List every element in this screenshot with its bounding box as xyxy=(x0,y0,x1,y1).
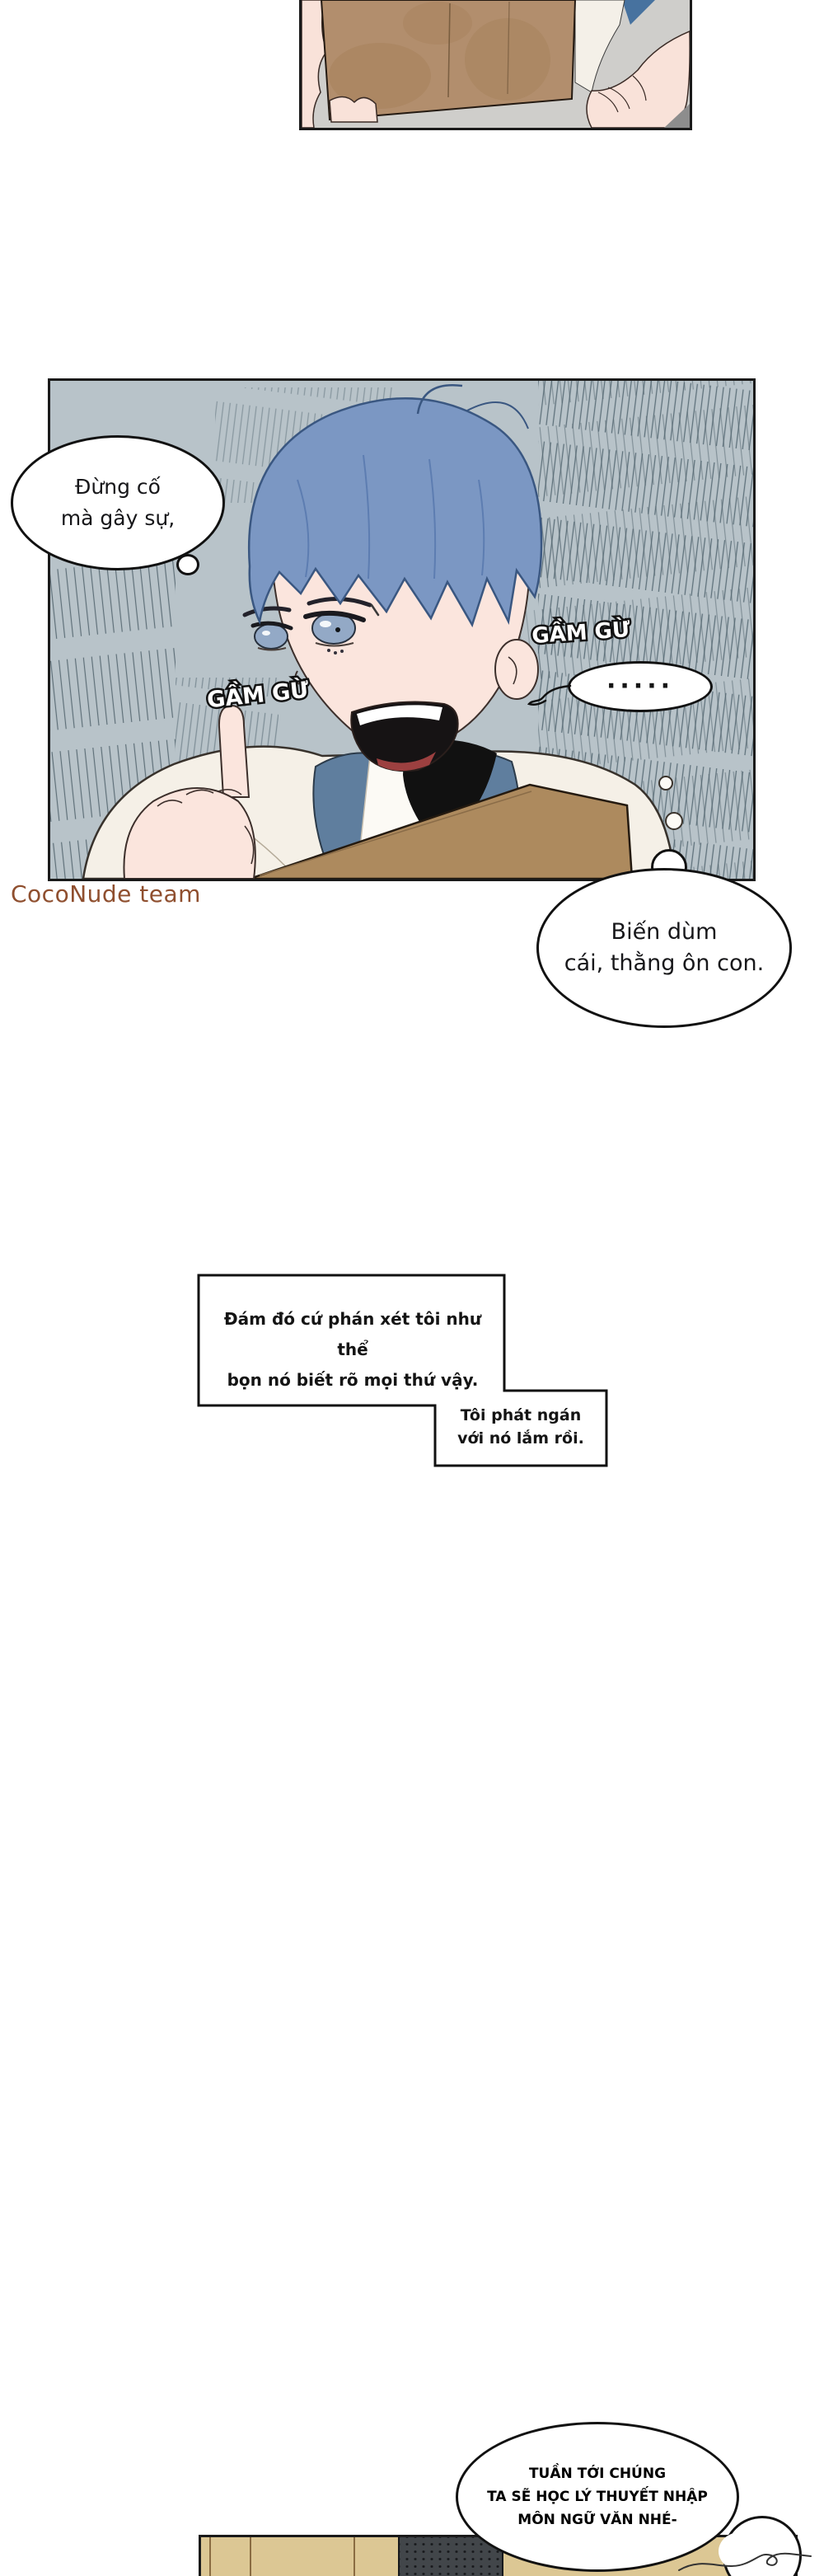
teacher-line-3: MÔN NGỮ VĂN NHÉ- xyxy=(517,2512,677,2528)
box-hands-art xyxy=(302,0,690,128)
teacher-bubble-squiggle-tail xyxy=(676,2546,816,2576)
caption-1-line-2: bọn nó biết rõ mọi thứ vậy. xyxy=(227,1370,479,1390)
caption-2-line-1: Tôi phát ngán xyxy=(460,1406,582,1424)
silence-bubble-tail xyxy=(526,683,574,709)
teacher-line-2: TA SẼ HỌC LÝ THUYẾT NHẬP xyxy=(487,2489,708,2505)
caption-2-line-2: với nó lắm rồi. xyxy=(457,1429,584,1448)
teacher-line-1: TUẦN TỚI CHÚNG xyxy=(528,2466,667,2482)
caption-2 xyxy=(438,1404,603,1450)
thought-line-2: mà gây sự, xyxy=(60,506,176,530)
thought-bubble xyxy=(11,435,225,570)
shout-bubble xyxy=(536,868,792,1028)
caption-1-line-1: Đám đó cứ phán xét tôi như thể xyxy=(223,1309,482,1359)
board-seam-left xyxy=(209,2537,211,2576)
thought-line-1: Đừng cố xyxy=(75,475,161,499)
growl-sfx-left xyxy=(204,674,311,716)
panel-top-box xyxy=(299,0,692,130)
growl-left-text: GẦM GỪ xyxy=(205,677,311,714)
silence-bubble xyxy=(568,661,713,712)
growl-sfx-right xyxy=(527,612,634,654)
caption-1 xyxy=(208,1304,497,1396)
shout-line-1: Biến dùm xyxy=(611,919,718,945)
thought-tail-circle xyxy=(176,554,199,575)
scanlation-credit: CocoNude team xyxy=(11,880,201,908)
board-seam-2 xyxy=(353,2537,355,2576)
silence-dots: ····· xyxy=(606,672,674,701)
growl-right-text: GẦM GỪ xyxy=(531,617,631,650)
shout-line-2: cái, thằng ôn con. xyxy=(564,950,765,976)
board-seam-1 xyxy=(250,2537,251,2576)
shout-bubble-merge-patch xyxy=(658,870,681,884)
